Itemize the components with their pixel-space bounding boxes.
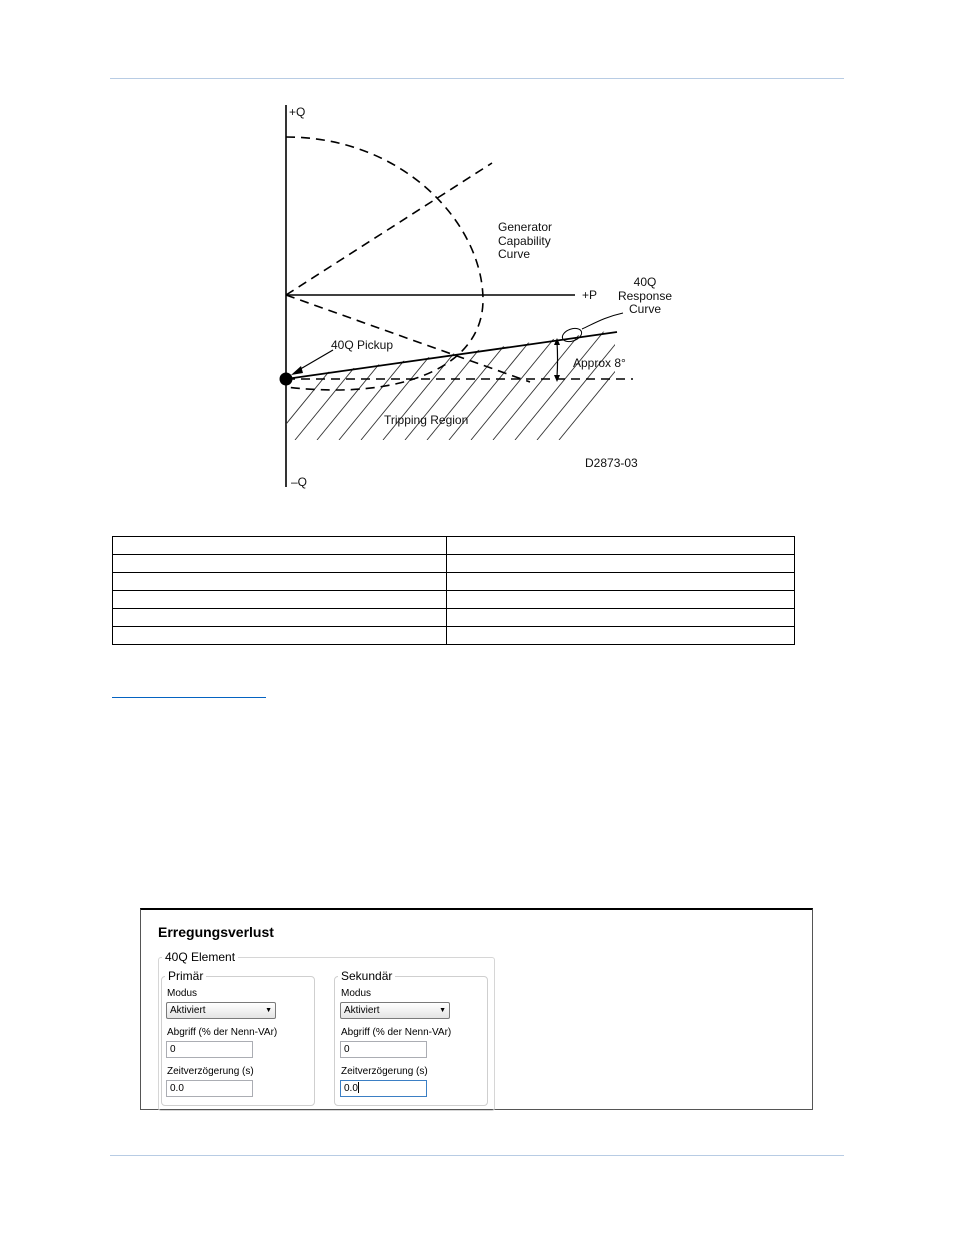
- table-cell: [447, 591, 795, 609]
- power-factor-line-upper: [286, 163, 492, 295]
- secondary-delay-input[interactable]: [340, 1080, 427, 1097]
- primary-mode-label: Modus: [167, 988, 198, 999]
- table-cell: [113, 573, 447, 591]
- table-row: [113, 555, 795, 573]
- panel-title: Erregungsverlust: [158, 924, 274, 940]
- table-cell: [113, 555, 447, 573]
- chevron-down-icon: ▼: [265, 1007, 272, 1014]
- response-callout-leader: [582, 313, 623, 329]
- footer-rule: [110, 1155, 844, 1156]
- secondary-mode-value: Aktiviert: [344, 1005, 380, 1016]
- table-cell: [113, 609, 447, 627]
- power-factor-line-lower: [286, 295, 530, 382]
- primary-mode-select[interactable]: [166, 1002, 276, 1019]
- 40q-element-legend: 40Q Element: [162, 950, 238, 964]
- pos-q-label: +Q: [289, 105, 306, 119]
- table-cell: [447, 573, 795, 591]
- table-row: [113, 609, 795, 627]
- neg-q-label: –Q: [291, 475, 308, 489]
- loss-of-excitation-panel: [140, 908, 813, 1110]
- loss-of-excitation-diagram: [255, 95, 673, 495]
- generator-capability-curve: [286, 137, 483, 390]
- secondary-delay-label: Zeitverzögerung (s): [341, 1066, 428, 1077]
- table-row: [113, 573, 795, 591]
- tripping-region-label: Tripping Region: [384, 413, 469, 427]
- response-label-1: 40Q: [633, 275, 657, 289]
- secondary-legend: Sekundär: [338, 969, 395, 983]
- primary-legend: Primär: [165, 969, 206, 983]
- response-label-3: Curve: [628, 302, 662, 316]
- approx-angle-label: Approx 8°: [573, 356, 626, 370]
- primary-pickup-input[interactable]: 0: [166, 1041, 253, 1058]
- table-row: [113, 591, 795, 609]
- capability-label-3: Curve: [498, 247, 531, 261]
- table-row: [113, 537, 795, 555]
- pickup-arrow-line: [297, 350, 333, 371]
- table-row: [113, 627, 795, 645]
- primary-delay-label: Zeitverzögerung (s): [167, 1066, 254, 1077]
- header-rule: [110, 78, 844, 79]
- capability-label-1: Generator: [498, 220, 553, 234]
- table-cell: [113, 627, 447, 645]
- angle-arc: [557, 342, 558, 377]
- settings-table: [112, 536, 795, 645]
- pickup-point: [280, 373, 293, 386]
- secondary-mode-label: Modus: [341, 988, 372, 999]
- table-cell: [447, 555, 795, 573]
- table-cell: [447, 627, 795, 645]
- secondary-delay-value: 0.0: [344, 1083, 358, 1094]
- response-callout-ellipse: [561, 326, 584, 344]
- table-cell: [447, 609, 795, 627]
- primary-delay-input[interactable]: 0.0: [166, 1080, 253, 1097]
- pickup-label: 40Q Pickup: [331, 338, 394, 352]
- figure-id-label: D2873-03: [585, 456, 638, 470]
- hyperlink-underline[interactable]: [112, 697, 266, 698]
- table-cell: [113, 591, 447, 609]
- secondary-mode-select[interactable]: [340, 1002, 450, 1019]
- primary-mode-value: Aktiviert: [170, 1005, 206, 1016]
- pickup-arrow-head: [291, 366, 303, 375]
- table-cell: [447, 537, 795, 555]
- capability-label-2: Capability: [498, 234, 551, 248]
- primary-pickup-label: Abgriff (% der Nenn-VAr): [167, 1027, 278, 1038]
- secondary-pickup-label: Abgriff (% der Nenn-VAr): [341, 1027, 452, 1038]
- text-caret: [358, 1082, 359, 1093]
- chevron-down-icon: ▼: [439, 1007, 446, 1014]
- secondary-pickup-input[interactable]: 0: [340, 1041, 427, 1058]
- pos-p-label: +P: [582, 288, 598, 302]
- table-cell: [113, 537, 447, 555]
- response-label-2: Response: [617, 289, 673, 303]
